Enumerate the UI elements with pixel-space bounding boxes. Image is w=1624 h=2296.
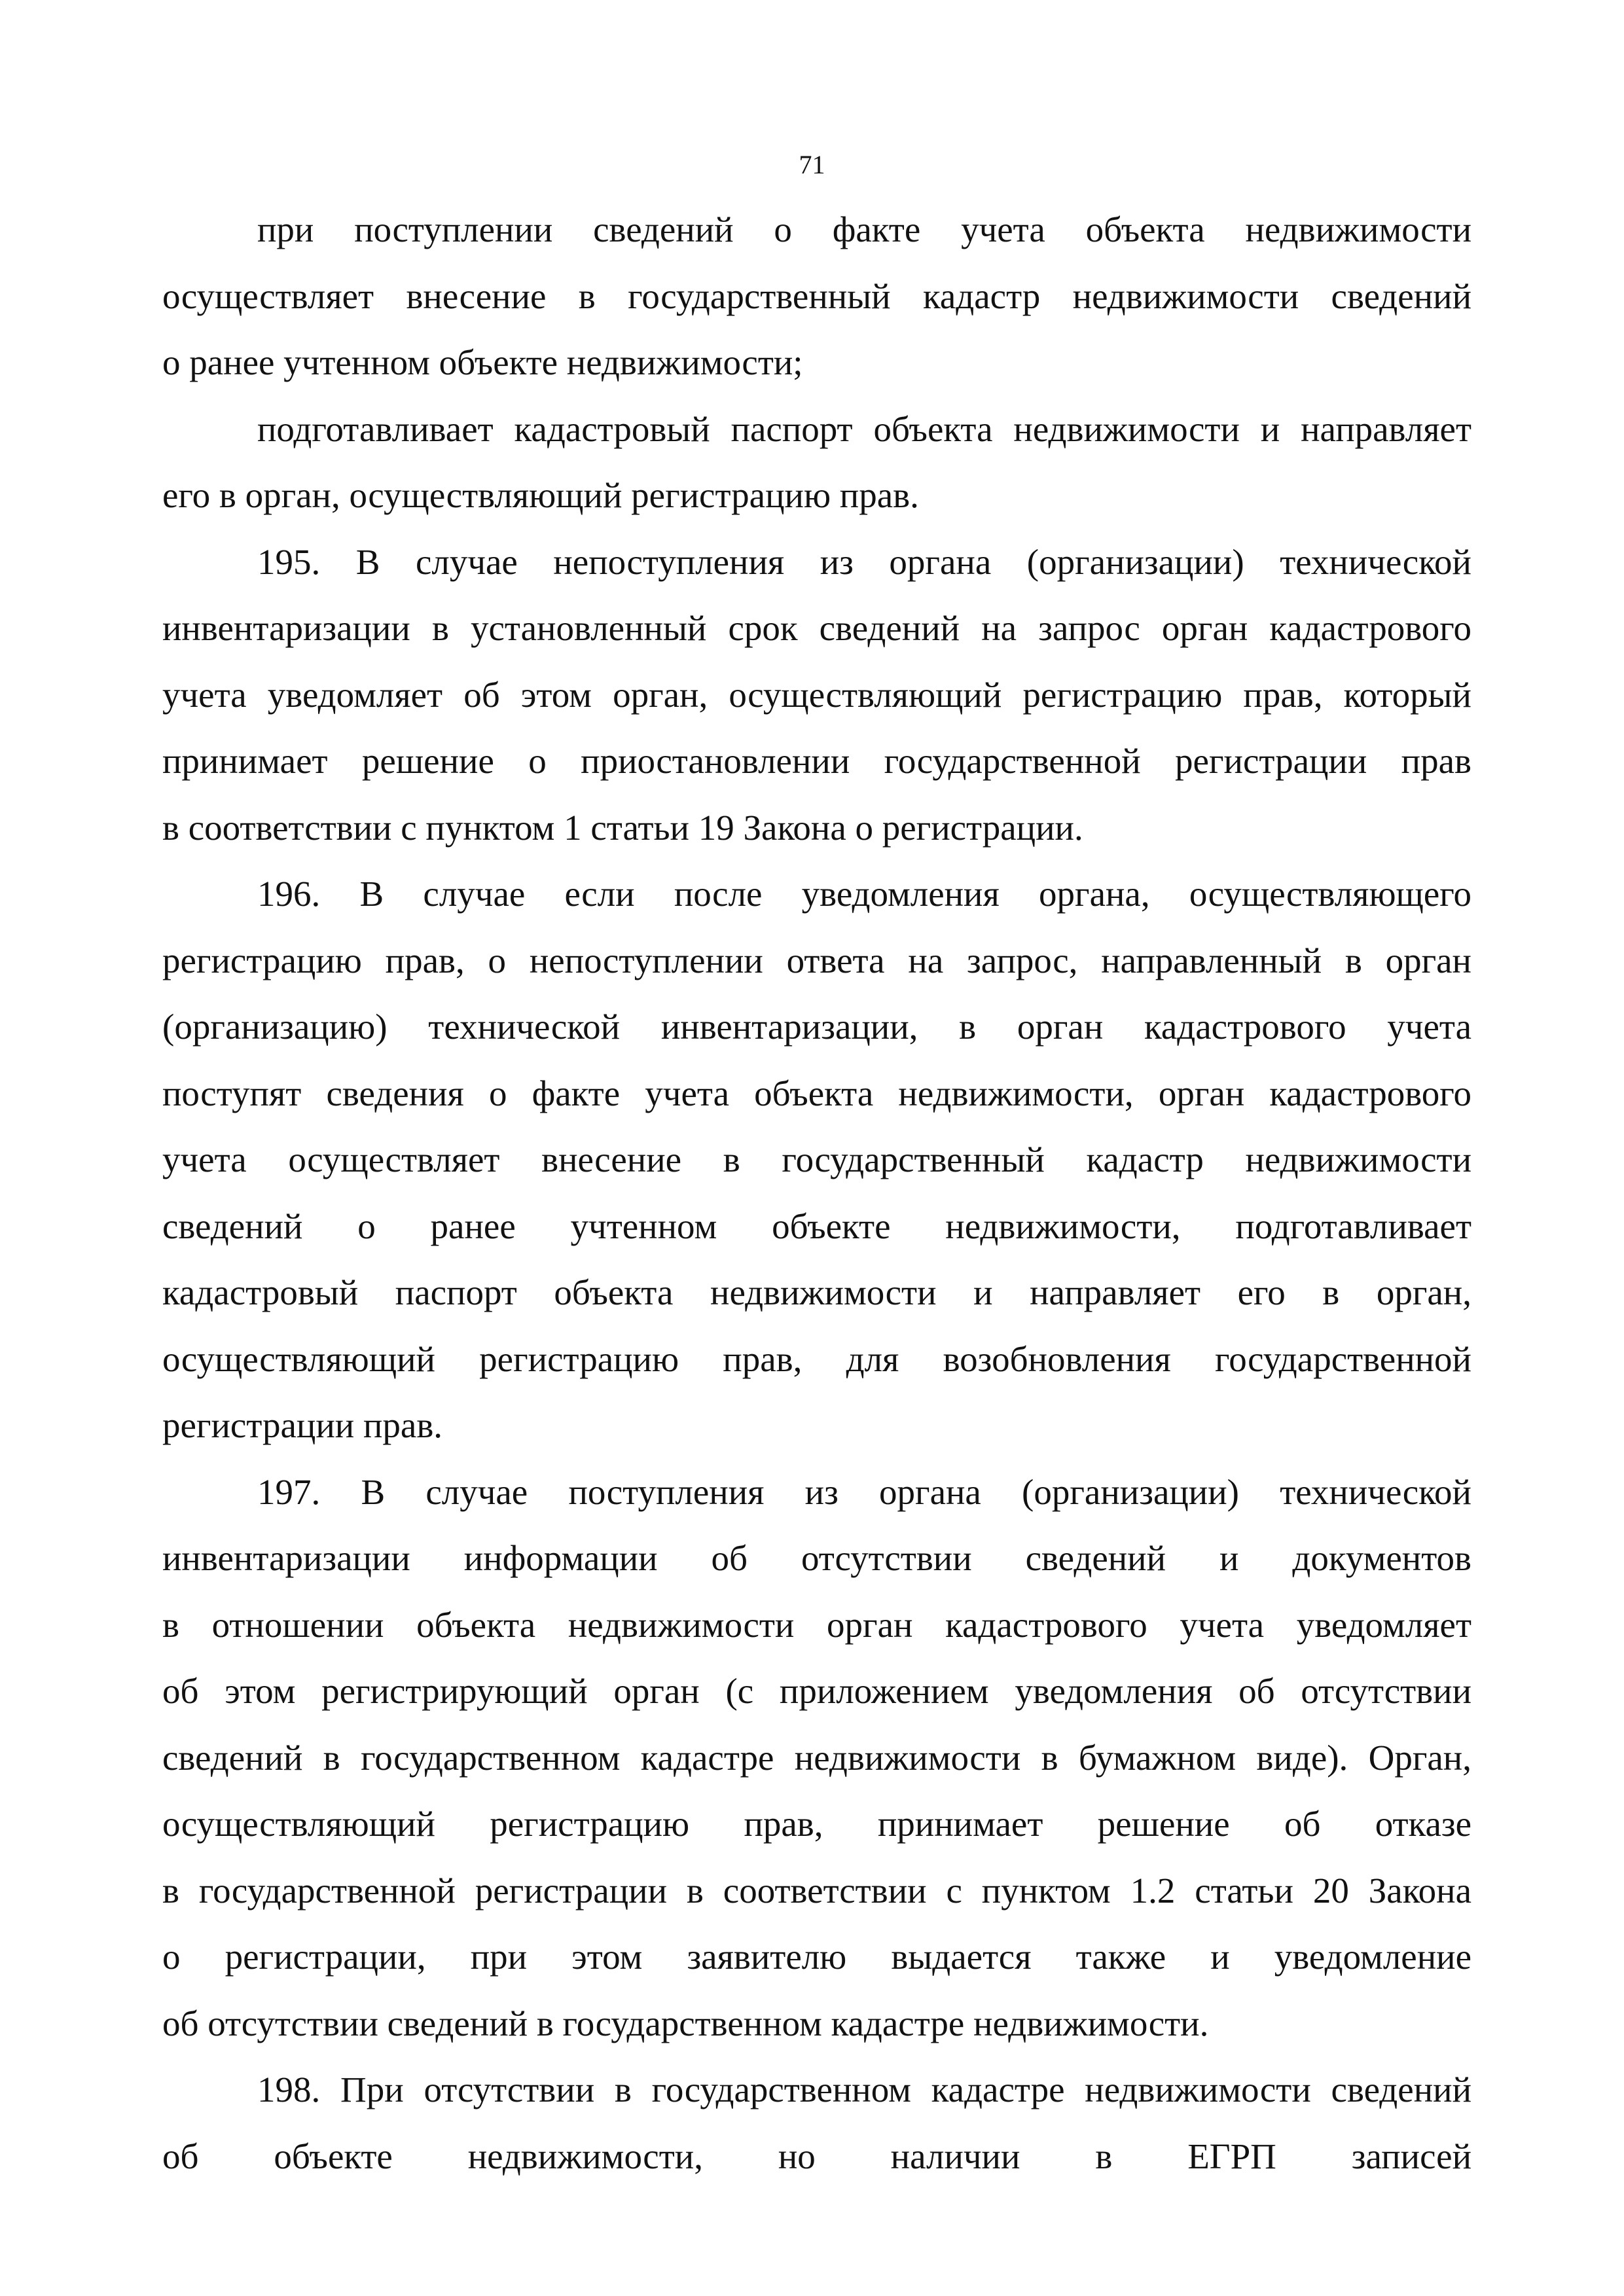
text-line: регистрацию прав, о непоступлении ответа на запрос, направленный в орган	[162, 940, 1471, 980]
text-line: 196. В случае если после уведомления органа, осуществляющего	[257, 874, 1471, 914]
text-line: инвентаризации в установленный срок сведений на запрос орган кадастрового	[162, 608, 1471, 648]
text-line: (организацию) технической инвентаризации, в орган кадастрового учета	[162, 1007, 1471, 1047]
text-line: подготавливает кадастровый паспорт объекта недвижимости и направляет	[257, 408, 1471, 449]
text-line: об этом регистрирующий орган (с приложением уведомления об отсутствии	[162, 1671, 1471, 1711]
text-line: об объекте недвижимости, но наличии в ЕГРП записей	[162, 2136, 1471, 2176]
page-number: 71	[799, 150, 825, 179]
text-line: регистрации прав.	[162, 1405, 443, 1445]
text-line: его в орган, осуществляющий регистрацию прав.	[162, 475, 919, 515]
text-line: осуществляет внесение в государственный кадастр недвижимости сведений	[162, 276, 1471, 316]
text-line: 197. В случае поступления из органа (организации) технической	[257, 1471, 1471, 1512]
text-line: учета уведомляет об этом орган, осуществляющий регистрацию прав, который	[162, 674, 1471, 715]
text-line: об отсутствии сведений в государственном кадастре недвижимости.	[162, 2003, 1209, 2043]
text-line: инвентаризации информации об отсутствии сведений и документов	[162, 1538, 1471, 1578]
text-line: в государственной регистрации в соответствии с пунктом 1.2 статьи 20 Закона	[162, 1870, 1471, 1910]
text-line: принимает решение о приостановлении государственной регистрации прав	[162, 741, 1471, 781]
text-line: учета осуществляет внесение в государственный кадастр недвижимости	[162, 1139, 1471, 1179]
text-line: осуществляющий регистрацию прав, для возобновления государственной	[162, 1338, 1471, 1379]
text-line: 195. В случае непоступления из органа (организации) технической	[257, 541, 1471, 582]
text-line: в отношении объекта недвижимости орган кадастрового учета уведомляет	[162, 1604, 1471, 1645]
text-line: 198. При отсутствии в государственном кадастре недвижимости сведений	[257, 2070, 1471, 2109]
text-line: сведений о ранее учтенном объекте недвижимости, подготавливает	[162, 1206, 1471, 1246]
text-line: о ранее учтенном объекте недвижимости;	[162, 342, 803, 382]
text-line: кадастровый паспорт объекта недвижимости и направляет его в орган,	[162, 1272, 1471, 1312]
text-line: осуществляющий регистрацию прав, принимает решение об отказе	[162, 1804, 1471, 1844]
text-line: в соответствии с пунктом 1 статьи 19 Закона о регистрации.	[162, 807, 1083, 848]
text-line: сведений в государственном кадастре недвижимости в бумажном виде). Орган,	[162, 1737, 1471, 1778]
text-line: при поступлении сведений о факте учета объекта недвижимости	[257, 209, 1471, 249]
document-body	[162, 196, 1471, 2189]
text-line: поступят сведения о факте учета объекта недвижимости, орган кадастрового	[162, 1073, 1471, 1113]
text-line: о регистрации, при этом заявителю выдается также и уведомление	[162, 1937, 1471, 1977]
